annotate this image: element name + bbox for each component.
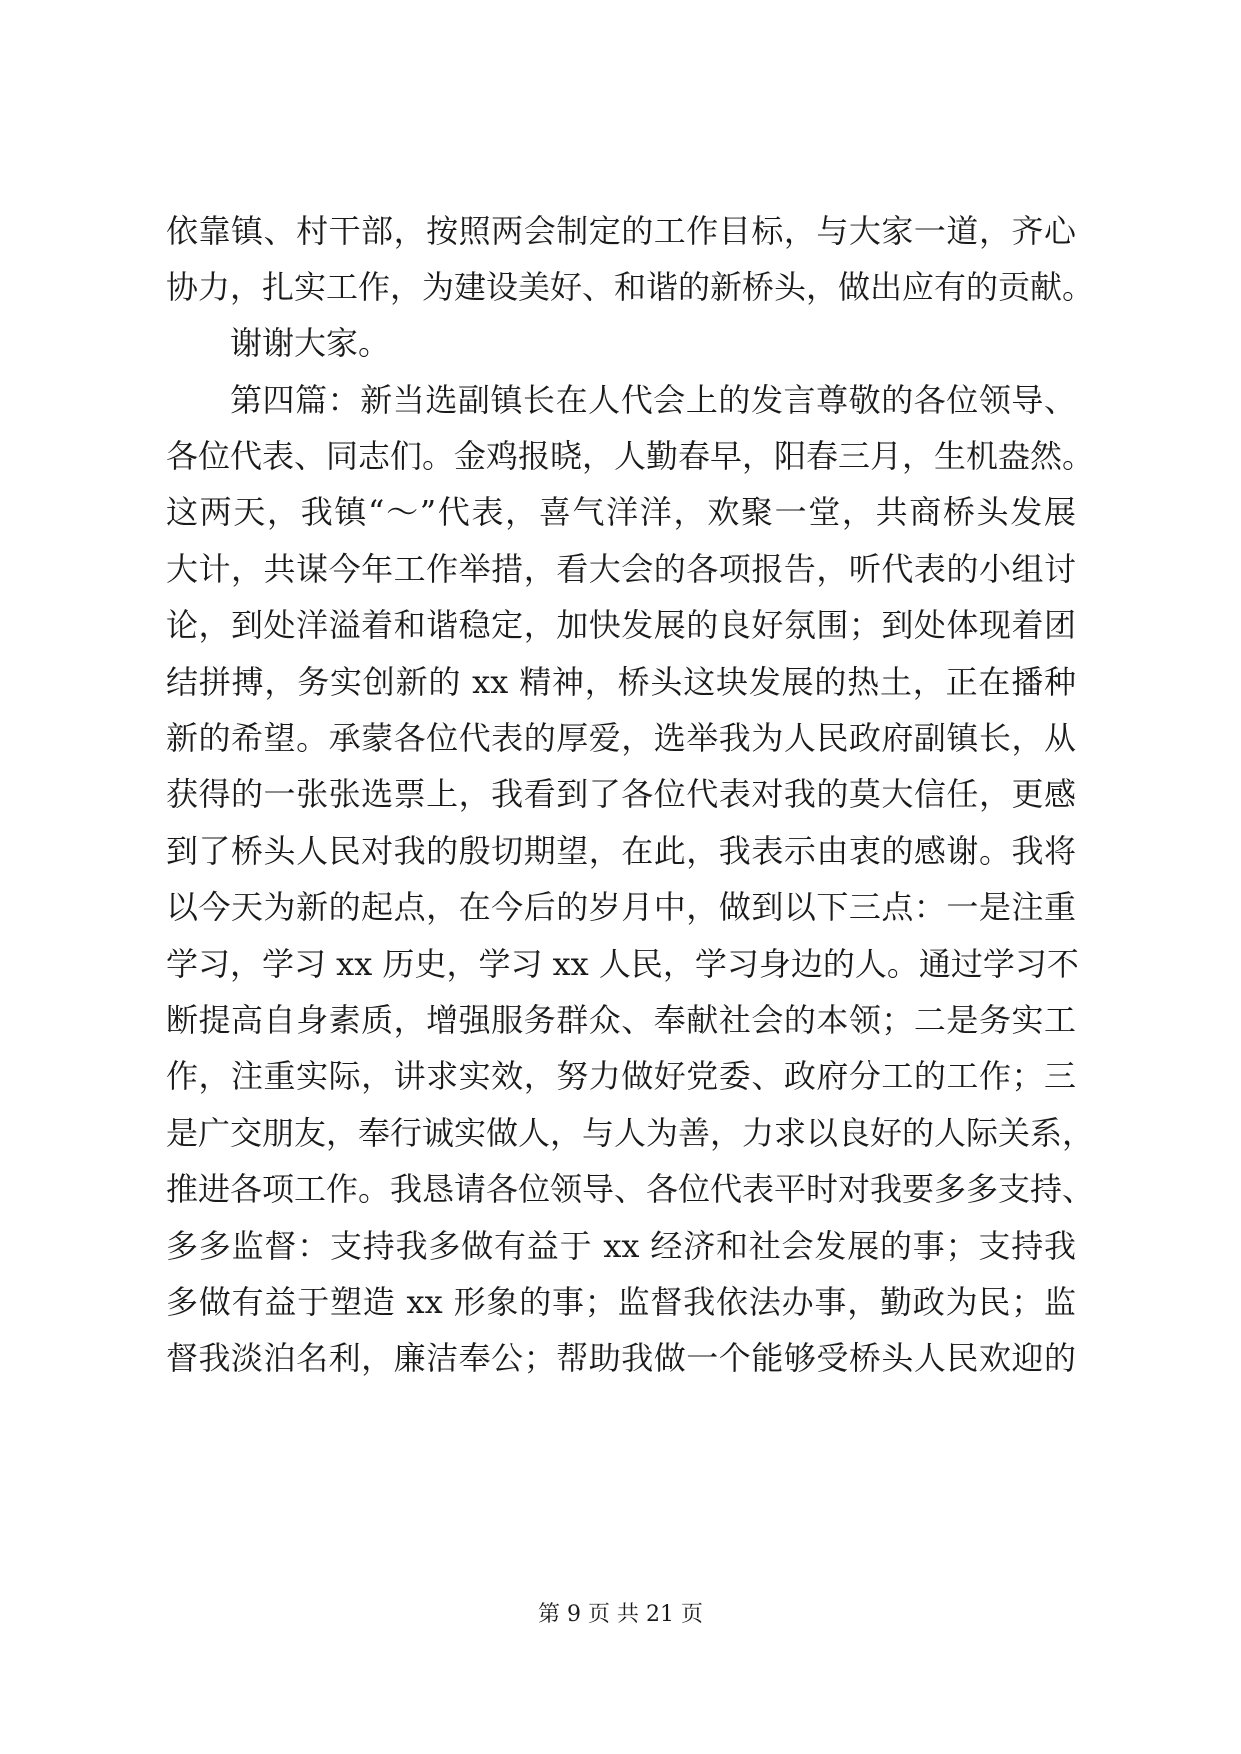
body-line: 学习，学习 xx 历史，学习 xx 人民，学习身边的人。通过学习不 [166, 945, 1079, 983]
body-line: 推进各项工作。我恳请各位领导、各位代表平时对我要多多支持、 [166, 1170, 1095, 1208]
body-line: 多多监督：支持我多做有益于 xx 经济和社会发展的事；支持我 [166, 1227, 1076, 1265]
body-line: 论，到处洋溢着和谐稳定，加快发展的良好氛围；到处体现着团 [166, 606, 1076, 644]
body-line: 是广交朋友，奉行诚实做人，与人为善，力求以良好的人际关系， [166, 1114, 1095, 1152]
body-line: 作，注重实际，讲求实效，努力做好党委、政府分工的工作；三 [166, 1057, 1076, 1095]
body-line: 以今天为新的起点，在今后的岁月中，做到以下三点：一是注重 [166, 888, 1076, 926]
body-line: 断提高自身素质，增强服务群众、奉献社会的本领；二是务实工 [166, 1001, 1076, 1039]
body-line: 谢谢大家。 [230, 324, 391, 362]
body-line: 结拼搏，务实创新的 xx 精神，桥头这块发展的热土，正在播种 [166, 663, 1076, 701]
body-line: 到了桥头人民对我的殷切期望，在此，我表示由衷的感谢。我将 [166, 832, 1076, 870]
page-number-footer: 第 9 页 共 21 页 [538, 1602, 703, 1627]
body-line: 各位代表、同志们。金鸡报晓，人勤春早，阳春三月，生机盎然。 [166, 437, 1095, 475]
body-line: 获得的一张张选票上，我看到了各位代表对我的莫大信任，更感 [166, 775, 1076, 813]
body-line: 督我淡泊名利，廉洁奉公；帮助我做一个能够受桥头人民欢迎的 [166, 1339, 1076, 1377]
body-line: 协力，扎实工作，为建设美好、和谐的新桥头，做出应有的贡献。 [166, 268, 1095, 306]
body-line: 多做有益于塑造 xx 形象的事；监督我依法办事，勤政为民；监 [166, 1283, 1076, 1321]
body-line: 大计，共谋今年工作举措，看大会的各项报告，听代表的小组讨 [166, 550, 1076, 588]
body-line: 第四篇：新当选副镇长在人代会上的发言尊敬的各位领导、 [230, 381, 1076, 419]
body-line: 依靠镇、村干部，按照两会制定的工作目标，与大家一道，齐心 [166, 212, 1076, 250]
body-line: 新的希望。承蒙各位代表的厚爱，选举我为人民政府副镇长，从 [166, 719, 1076, 757]
body-line: 这两天，我镇“～”代表，喜气洋洋，欢聚一堂，共商桥头发展 [166, 493, 1076, 531]
